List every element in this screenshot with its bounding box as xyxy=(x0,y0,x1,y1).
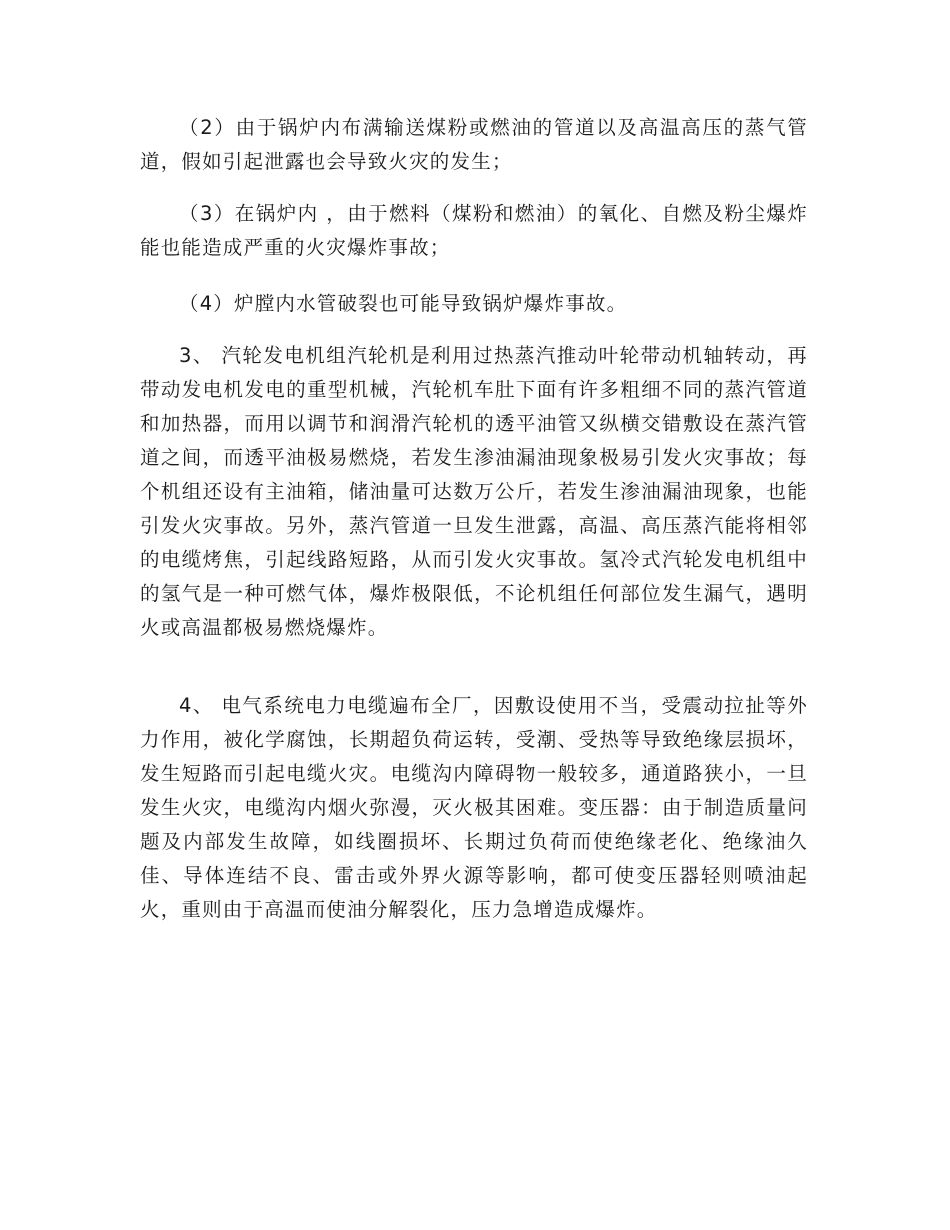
paragraph-boiler-fuel-explosion: （3）在锅炉内 ，由于燃料（煤粉和燃油）的氧化、自燃及粉尘爆炸能也能造成严重的火灾爆炸事故； xyxy=(140,202,808,259)
paragraph-turbine-generator: 3、 汽轮发电机组汽轮机是利用过热蒸汽推动叶轮带动机轴转动，再带动发电机发电的重型机械，汽轮机车肚下面有许多粗细不同的蒸汽管道和加热器，而用以调节和润滑汽轮机的透平油管又纵横交错敷设在蒸汽管道之间，而透平油极易燃烧，若发生渗油漏油现象极易引发火灾事故；每个机组还设有主油箱，储油量可达数万公斤，若发生渗油漏油现象，也能引发火灾事故。另外，蒸汽管道一旦发生泄露，高温、高压蒸汽能将相邻的电缆烤焦，引起线路短路，从而引发火灾事故。氢冷式汽轮发电机组中的氢气是一种可燃气体，爆炸极限低，不论机组任何部位发生漏气，遇明火或高温都极易燃烧爆炸。 xyxy=(140,344,808,639)
paragraph-boiler-pipe-leak: （2）由于锅炉内布满输送煤粉或燃油的管道以及高温高压的蒸气管道，假如引起泄露也会导致火灾的发生； xyxy=(140,116,808,173)
paragraph-electrical-system: 4、 电气系统电力电缆遍布全厂，因敷设使用不当，受震动拉扯等外力作用，被化学腐蚀，长期超负荷运转，受潮、受热等导致绝缘层损坏，发生短路而引起电缆火灾。电缆沟内障碍物一般较多，通道路狭小，一旦发生火灾，电缆沟内烟火弥漫，灭火极其困难。变压器：由于制造质量问题及内部发生故障，如线圈损坏、长期过负荷而使绝缘老化、绝缘油久佳、导体连结不良、雷击或外界火源等影响，都可使变压器轻则喷油起火，重则由于高温而使油分解裂化，压力急增造成爆炸。 xyxy=(140,694,808,921)
paragraph-furnace-tube-rupture: （4）炉膛内水管破裂也可能导致锅炉爆炸事故。 xyxy=(179,292,628,315)
